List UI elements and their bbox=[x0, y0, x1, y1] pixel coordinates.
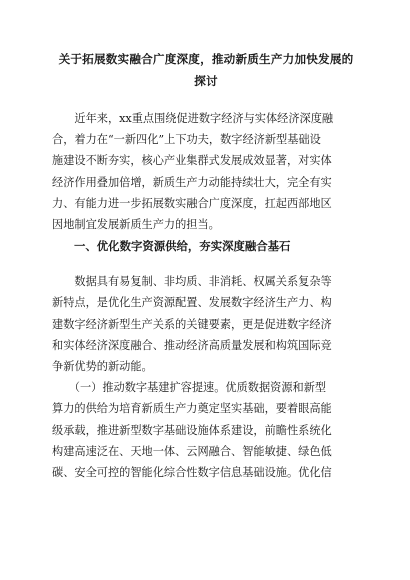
text-line: 级承载，推进新型数字基础设施体系建设，前瞻性系统化 bbox=[52, 423, 332, 437]
section-heading: 一、优化数字资源供给，夯实深度融合基石 bbox=[74, 239, 291, 254]
text-line: （一）推动数字基建扩容提速。优质数据资源和新型 bbox=[52, 381, 327, 395]
document-title bbox=[52, 48, 360, 92]
title-line-2: 探讨 bbox=[194, 74, 218, 88]
text-line: 经济作用叠加倍增，新质生产力动能持续壮大，完全有实 bbox=[52, 175, 332, 189]
text-line: 力、有能力进一步拓展数实融合广度深度，扛起西部地区 bbox=[52, 196, 332, 210]
text-line: 新特点，是优化生产资源配置、发展数字经济生产力、构 bbox=[52, 296, 332, 310]
text-line: 近年来，xx重点围绕促进数字经济与实体经济深度融 bbox=[52, 112, 334, 125]
text-line: 数据具有易复制、非均质、非消耗、权属关系复杂等 bbox=[52, 275, 332, 289]
section-paragraph bbox=[52, 271, 360, 377]
text-line: 合，着力在“一新四化”上下功夫，数字经济新型基础设 bbox=[52, 133, 321, 147]
title-line-1: 关于拓展数实融合广度深度，推动新质生产力加快发展的 bbox=[58, 52, 354, 66]
subsection-paragraph bbox=[52, 377, 360, 483]
text-line: 建数字经济新型生产关系的关键要素，更是促进数字经济 bbox=[52, 317, 332, 331]
intro-paragraph bbox=[52, 108, 360, 235]
text-line: 碳、安全可控的智能化综合性数字信息基础设施。优化信 bbox=[52, 466, 332, 480]
text-line: 算力的供给为培育新质生产力奠定坚实基础，要着眼高能 bbox=[52, 402, 332, 416]
text-line: 构建高速泛在、天地一体、云网融合、智能敏捷、绿色低 bbox=[52, 444, 332, 458]
text-line: 和实体经济深度融合、推动经济高质量发展和构筑国际竞 bbox=[52, 338, 332, 352]
text-line: 争新优势的新动能。 bbox=[52, 360, 153, 374]
text-line: 施建设不断夯实，核心产业集群式发展成效显著，对实体 bbox=[52, 154, 332, 168]
text-line: 因地制宜发展新质生产力的担当。 bbox=[52, 218, 220, 232]
